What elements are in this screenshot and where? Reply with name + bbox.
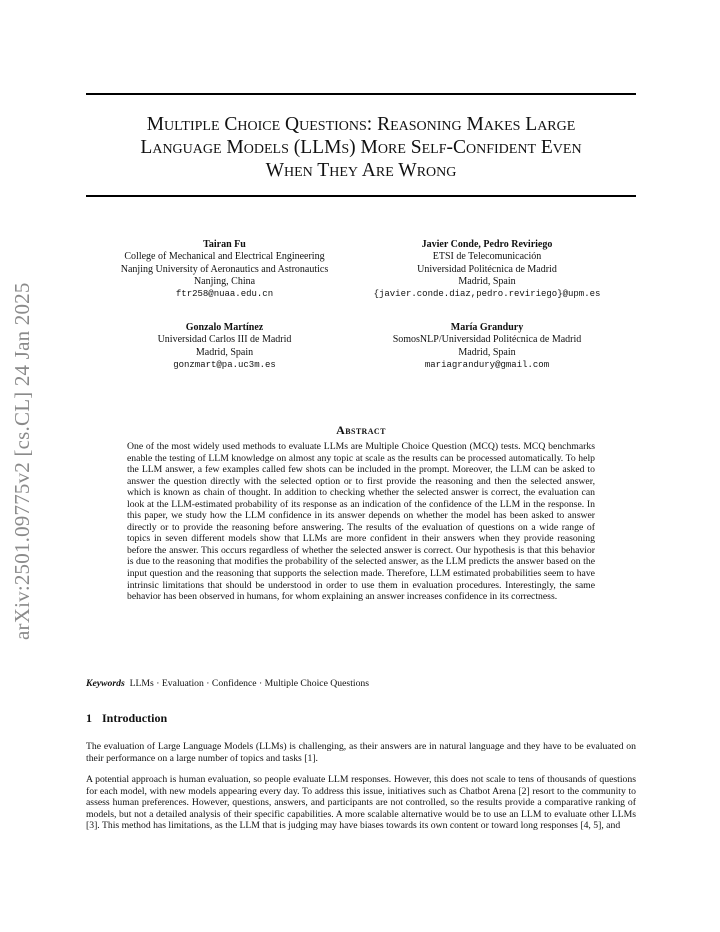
title-line: Multiple Choice Questions: Reasoning Makes Large: [146, 114, 576, 135]
paper-title: [86, 113, 636, 182]
author-name: Gonzalo Martínez: [185, 322, 264, 333]
title-bottom-rule: [86, 195, 636, 197]
author-name: María Grandury: [450, 322, 524, 333]
author-name: Tairan Fu: [203, 239, 246, 250]
author-location: Nanjing, China: [193, 275, 256, 287]
author-location: Madrid, Spain: [458, 275, 516, 287]
keywords-line: [86, 678, 369, 689]
author-email: {javier.conde.diaz,pedro.reviriego}@upm.es: [373, 289, 601, 300]
author-email: gonzmart@pa.uc3m.es: [173, 359, 276, 370]
arxiv-identifier-stamp: arXiv:2501.09775v2 [cs.CL] 24 Jan 2025: [10, 282, 34, 640]
author-block: [97, 239, 352, 300]
keywords-text: LLMs · Evaluation · Confidence · Multiple Choice Questions: [129, 678, 370, 689]
author-block: [97, 322, 352, 371]
author-email: mariagrandury@gmail.com: [424, 359, 550, 370]
keywords-label: Keywords: [86, 678, 125, 689]
author-affiliation: SomosNLP/Universidad Politécnica de Madrid: [392, 334, 582, 346]
author-affiliation: Universidad Carlos III de Madrid: [157, 334, 292, 346]
abstract-heading: Abstract: [336, 423, 386, 437]
author-location: Madrid, Spain: [458, 346, 516, 358]
body-paragraph: The evaluation of Large Language Models (LLMs) is challenging, as their answers are in natural language and they have to be evaluated on their performance on a large number of topics and tasks [1].: [86, 741, 636, 764]
author-affiliation: Nanjing University of Aeronautics and Astronautics: [120, 263, 329, 275]
section-heading: [86, 711, 167, 726]
author-block: [352, 239, 622, 300]
author-affiliation: College of Mechanical and Electrical Engineering: [124, 251, 325, 263]
author-name: Javier Conde, Pedro Reviriego: [421, 239, 553, 250]
title-line: When They Are Wrong: [265, 160, 457, 181]
body-paragraph: A potential approach is human evaluation, so people evaluate LLM responses. However, this does not scale to tens of thousands of questions for each model, with new models appearing every day. To address this issue, initiatives such as Chatbot Arena [2] resort to the community to assess human preferences. However, questions, answers, and participants are not controlled, so the results provide a comparative ranking of models, but not a detailed analysis of their specific capabilities. A more scalable alternative would be to use an LLM to evaluate other LLMs [3]. This method has limitations, as the LLM that is judging may have biases towards its own content or toward long responses [4, 5], and: [86, 774, 636, 832]
title-top-rule: [86, 93, 636, 95]
author-block: [352, 322, 622, 371]
abstract-text: One of the most widely used methods to evaluate LLMs are Multiple Choice Question (MCQ) tests. MCQ benchmarks enable the testing of LLM knowledge on almost any topic at scale as the results can be processed automatically. To help the LLM answer, a few examples called few shots can be included in the prompt. Moreover, the LLM can be asked to answer the question directly with the selected option or to first provide the reasoning and then the selected answer, which is known as chain of thought. In addition to checking whether the selected answer is correct, the evaluation can look at the LLM-estimated probability of its response as an indication of the confidence of the LLM in the response. In this paper, we study how the LLM confidence in its answer depends on whether the model has been asked to answer directly or to provide the reasoning before answering. The results of the evaluation of questions on a wide range of topics in seven different models show that LLMs are more confident in their answers when they provide reasoning before the answer. This occurs regardless of whether the selected answer is correct. Our hypothesis is that this behavior is due to the reasoning that modifies the probability of the selected answer, as the LLM predicts the answer based on the input question and the reasoning that supports the selection made. Therefore, LLM estimated probabilities seem to have intrinsic limitations that should be understood in order to use them in evaluation procedures. Interestingly, the same behavior has been observed in humans, for whom explaining an answer increases confidence in its correctness.: [127, 441, 595, 603]
author-affiliation: Universidad Politécnica de Madrid: [417, 263, 557, 275]
title-line: Language Models (LLMs) More Self-Confident Even: [140, 137, 582, 158]
author-email: ftr258@nuaa.edu.cn: [175, 289, 274, 300]
section-number: 1: [86, 711, 92, 725]
author-affiliation: ETSI de Telecomunicación: [432, 251, 542, 263]
author-location: Madrid, Spain: [195, 346, 254, 358]
section-title: Introduction: [102, 711, 168, 725]
